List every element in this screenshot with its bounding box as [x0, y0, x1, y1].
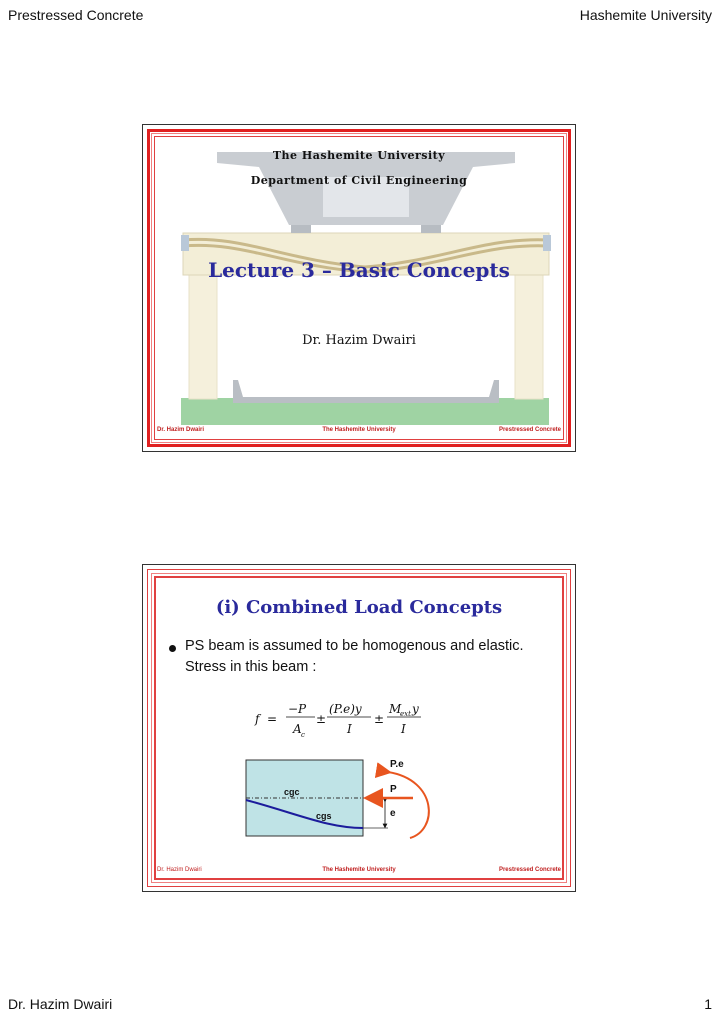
- label-cgc: cgc: [284, 787, 300, 797]
- formula-pm1: ±: [316, 712, 327, 726]
- formula-term3-num-m: M: [389, 702, 402, 716]
- formula-term2-den: I: [347, 722, 352, 736]
- slide-footer-university: The Hashemite University: [322, 867, 396, 873]
- bullet-text: PS beam is assumed to be homogenous and elastic. Stress in this beam :: [185, 638, 524, 675]
- slide-title: [142, 124, 576, 452]
- label-p: P: [390, 784, 397, 795]
- formula-pm2: ±: [374, 712, 385, 726]
- slide-footer-author: Dr. Hazim Dwairi: [157, 427, 205, 433]
- formula-equals: =: [267, 712, 278, 726]
- formula-term3-num-y: y: [412, 702, 419, 716]
- moment-arrow: [388, 772, 429, 838]
- bullet-icon: [169, 645, 176, 652]
- slide-footer: [157, 867, 561, 877]
- label-pe: P.e: [390, 759, 404, 770]
- slide-footer-course: Prestressed Concrete: [498, 427, 561, 433]
- formula-lhs: f: [255, 712, 260, 726]
- label-cgs: cgs: [316, 811, 332, 821]
- beam-diagram: [238, 750, 478, 840]
- page-footer-author: Dr. Hazim Dwairi: [8, 996, 113, 1012]
- slide-title-text: (i) Combined Load Concepts: [215, 597, 503, 618]
- formula-term2-num: (P.e)y: [329, 702, 362, 716]
- page-number: 1: [704, 996, 712, 1012]
- page-header-left: Prestressed Concrete: [8, 7, 144, 23]
- university-name: The Hashemite University: [272, 149, 446, 162]
- formula-term1-den: A: [293, 722, 302, 736]
- formula-term3-den: I: [401, 722, 406, 736]
- slide-footer-university: The Hashemite University: [322, 427, 396, 433]
- slide-footer-course: Prestressed Concrete: [498, 867, 561, 873]
- formula-term3-num-sub: ext: [400, 710, 411, 718]
- formula-term1-den-sub: c: [301, 731, 305, 739]
- author-name: Dr. Hazim Dwairi: [302, 333, 416, 348]
- stress-formula: [253, 693, 463, 743]
- slide-footer-author: Dr. Hazim Dwairi: [157, 867, 202, 873]
- slide-footer: [157, 427, 561, 437]
- formula-term1-num: −P: [288, 702, 307, 716]
- department-name: Department of Civil Engineering: [250, 174, 468, 187]
- lecture-title: Lecture 3 – Basic Concepts: [208, 258, 510, 282]
- label-e: e: [390, 808, 396, 819]
- page-header-right: Hashemite University: [579, 7, 712, 23]
- slide-combined-load: [142, 564, 576, 892]
